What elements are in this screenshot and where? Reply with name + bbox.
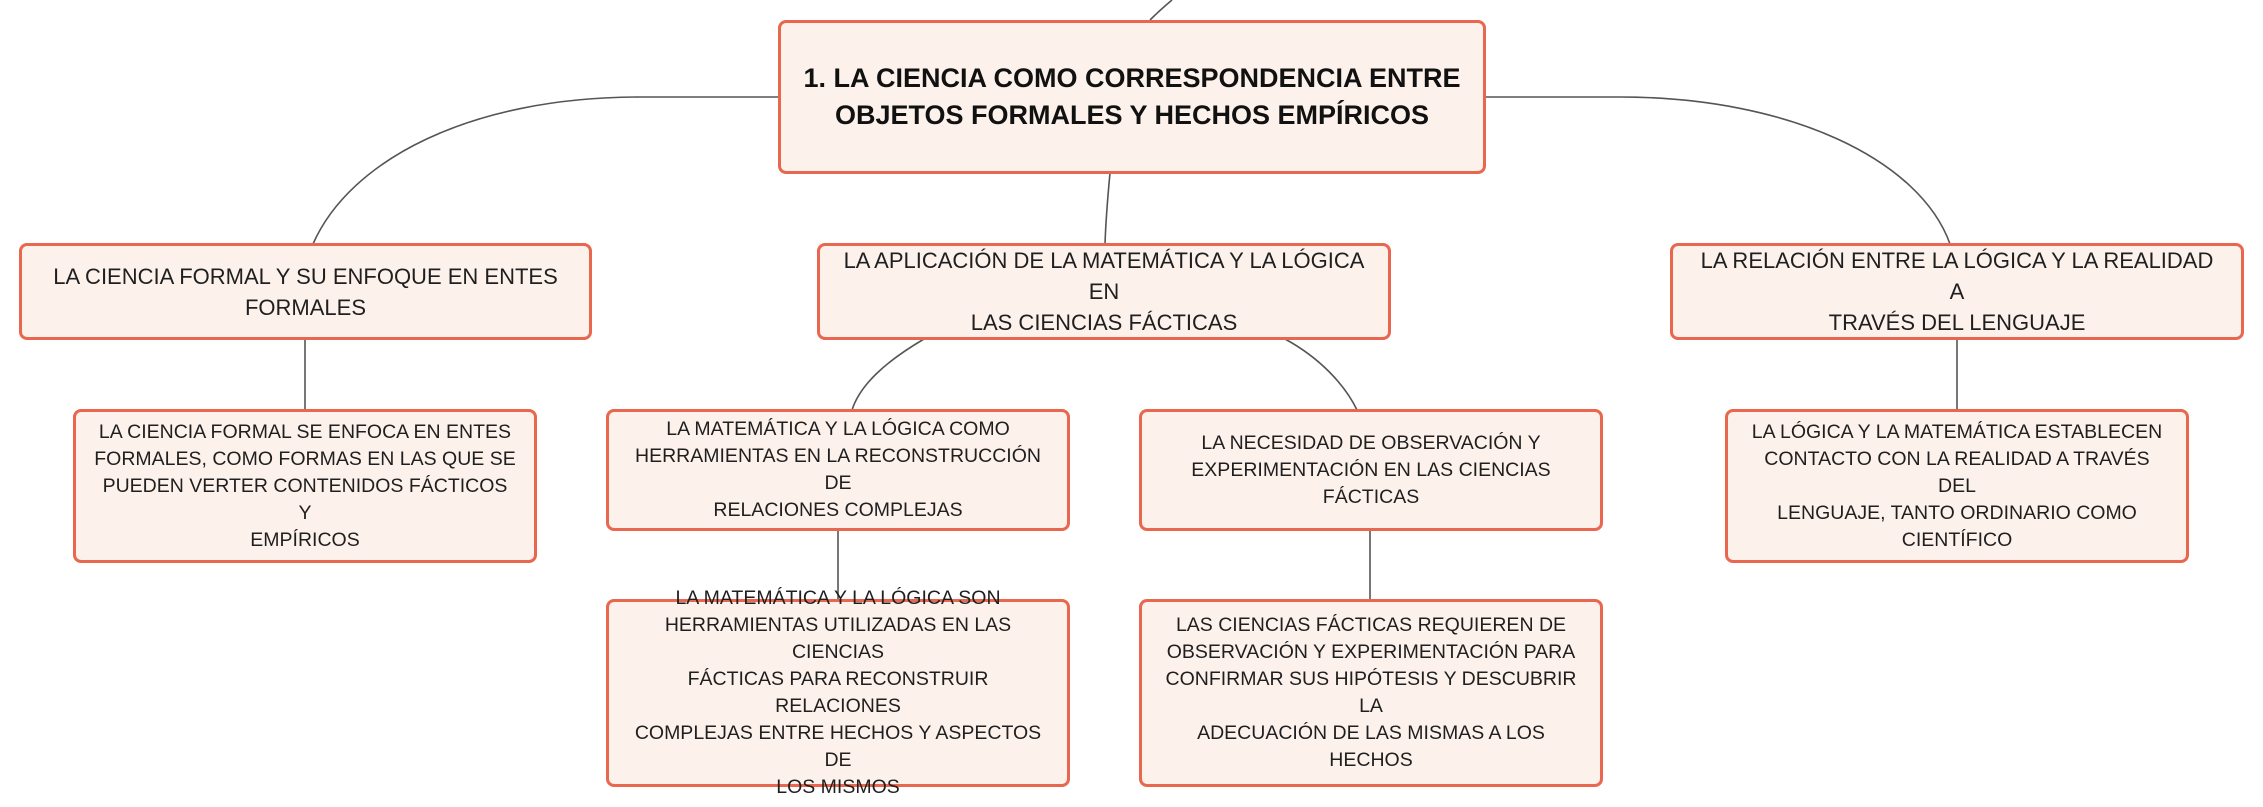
connector-parent-to-root (1150, 0, 1172, 20)
topic-aplicacion-matematica-logica[interactable] (817, 243, 1391, 340)
subtopic-herramientas-detail[interactable] (606, 587, 1070, 798)
subtopic-herramientas-label: LA MATEMÁTICA Y LA LÓGICA COMO HERRAMIENTAS EN LA RECONSTRUCCIÓN DE RELACIONES COMPLEJAS (635, 418, 1041, 521)
connector-aplicacion-to-herramientas (852, 339, 924, 410)
subtopic-herramientas[interactable] (606, 409, 1070, 531)
topic-relacion-logica-lenguaje[interactable] (1670, 243, 2244, 340)
connector-aplicacion-to-observacion (1285, 339, 1357, 410)
subtopic-lenguaje-detail[interactable] (1725, 409, 2189, 563)
subtopic-formal-detail-label: LA CIENCIA FORMAL SE ENFOCA EN ENTES FORMALES, COMO FORMAS EN LAS QUE SE PUEDEN VERTER CONTENIDOS FÁCTICOS Y EMPÍRICOS (94, 420, 516, 551)
connector-root-to-aplicacion (1105, 173, 1110, 244)
subtopic-herramientas-detail-label: LA MATEMÁTICA Y LA LÓGICA SON HERRAMIENTAS UTILIZADAS EN LAS CIENCIAS FÁCTICAS PARA RECONSTRUIR RELACIONES COMPLEJAS ENTRE HECHOS Y ASPECTOS DE LOS MISMOS (634, 587, 1042, 798)
root-topic-node[interactable] (778, 20, 1486, 174)
topic-ciencia-formal[interactable] (19, 243, 592, 340)
topic-aplicacion-label: LA APLICACIÓN DE LA MATEMÁTICA Y LA LÓGICA EN LAS CIENCIAS FÁCTICAS (843, 248, 1365, 335)
topic-relacion-label: LA RELACIÓN ENTRE LA LÓGICA Y LA REALIDAD A TRAVÉS DEL LENGUAJE (1700, 248, 2214, 335)
subtopic-observacion-detail[interactable] (1139, 599, 1603, 787)
root-topic-label: 1. LA CIENCIA COMO CORRESPONDENCIA ENTRE OBJETOS FORMALES Y HECHOS EMPÍRICOS (803, 63, 1461, 130)
subtopic-observacion[interactable] (1139, 409, 1603, 531)
topic-ciencia-formal-label: LA CIENCIA FORMAL Y SU ENFOQUE EN ENTES FORMALES (53, 263, 558, 320)
subtopic-observacion-label: LA NECESIDAD DE OBSERVACIÓN Y EXPERIMENTACIÓN EN LAS CIENCIAS FÁCTICAS (1191, 431, 1551, 508)
subtopic-lenguaje-detail-label: LA LÓGICA Y LA MATEMÁTICA ESTABLECEN CONTACTO CON LA REALIDAD A TRAVÉS DEL LENGUAJE, TANTO ORDINARIO COMO CIENTÍFICO (1751, 420, 2163, 551)
connector-root-to-lenguaje (1484, 97, 1950, 244)
connector-root-to-formal (313, 97, 780, 244)
subtopic-observacion-detail-label: LAS CIENCIAS FÁCTICAS REQUIEREN DE OBSERVACIÓN Y EXPERIMENTACIÓN PARA CONFIRMAR SUS HIPÓTESIS Y DESCUBRIR LA ADECUACIÓN DE LAS MISMAS A LOS HECHOS (1165, 614, 1577, 771)
subtopic-formal-detail[interactable] (73, 409, 537, 563)
